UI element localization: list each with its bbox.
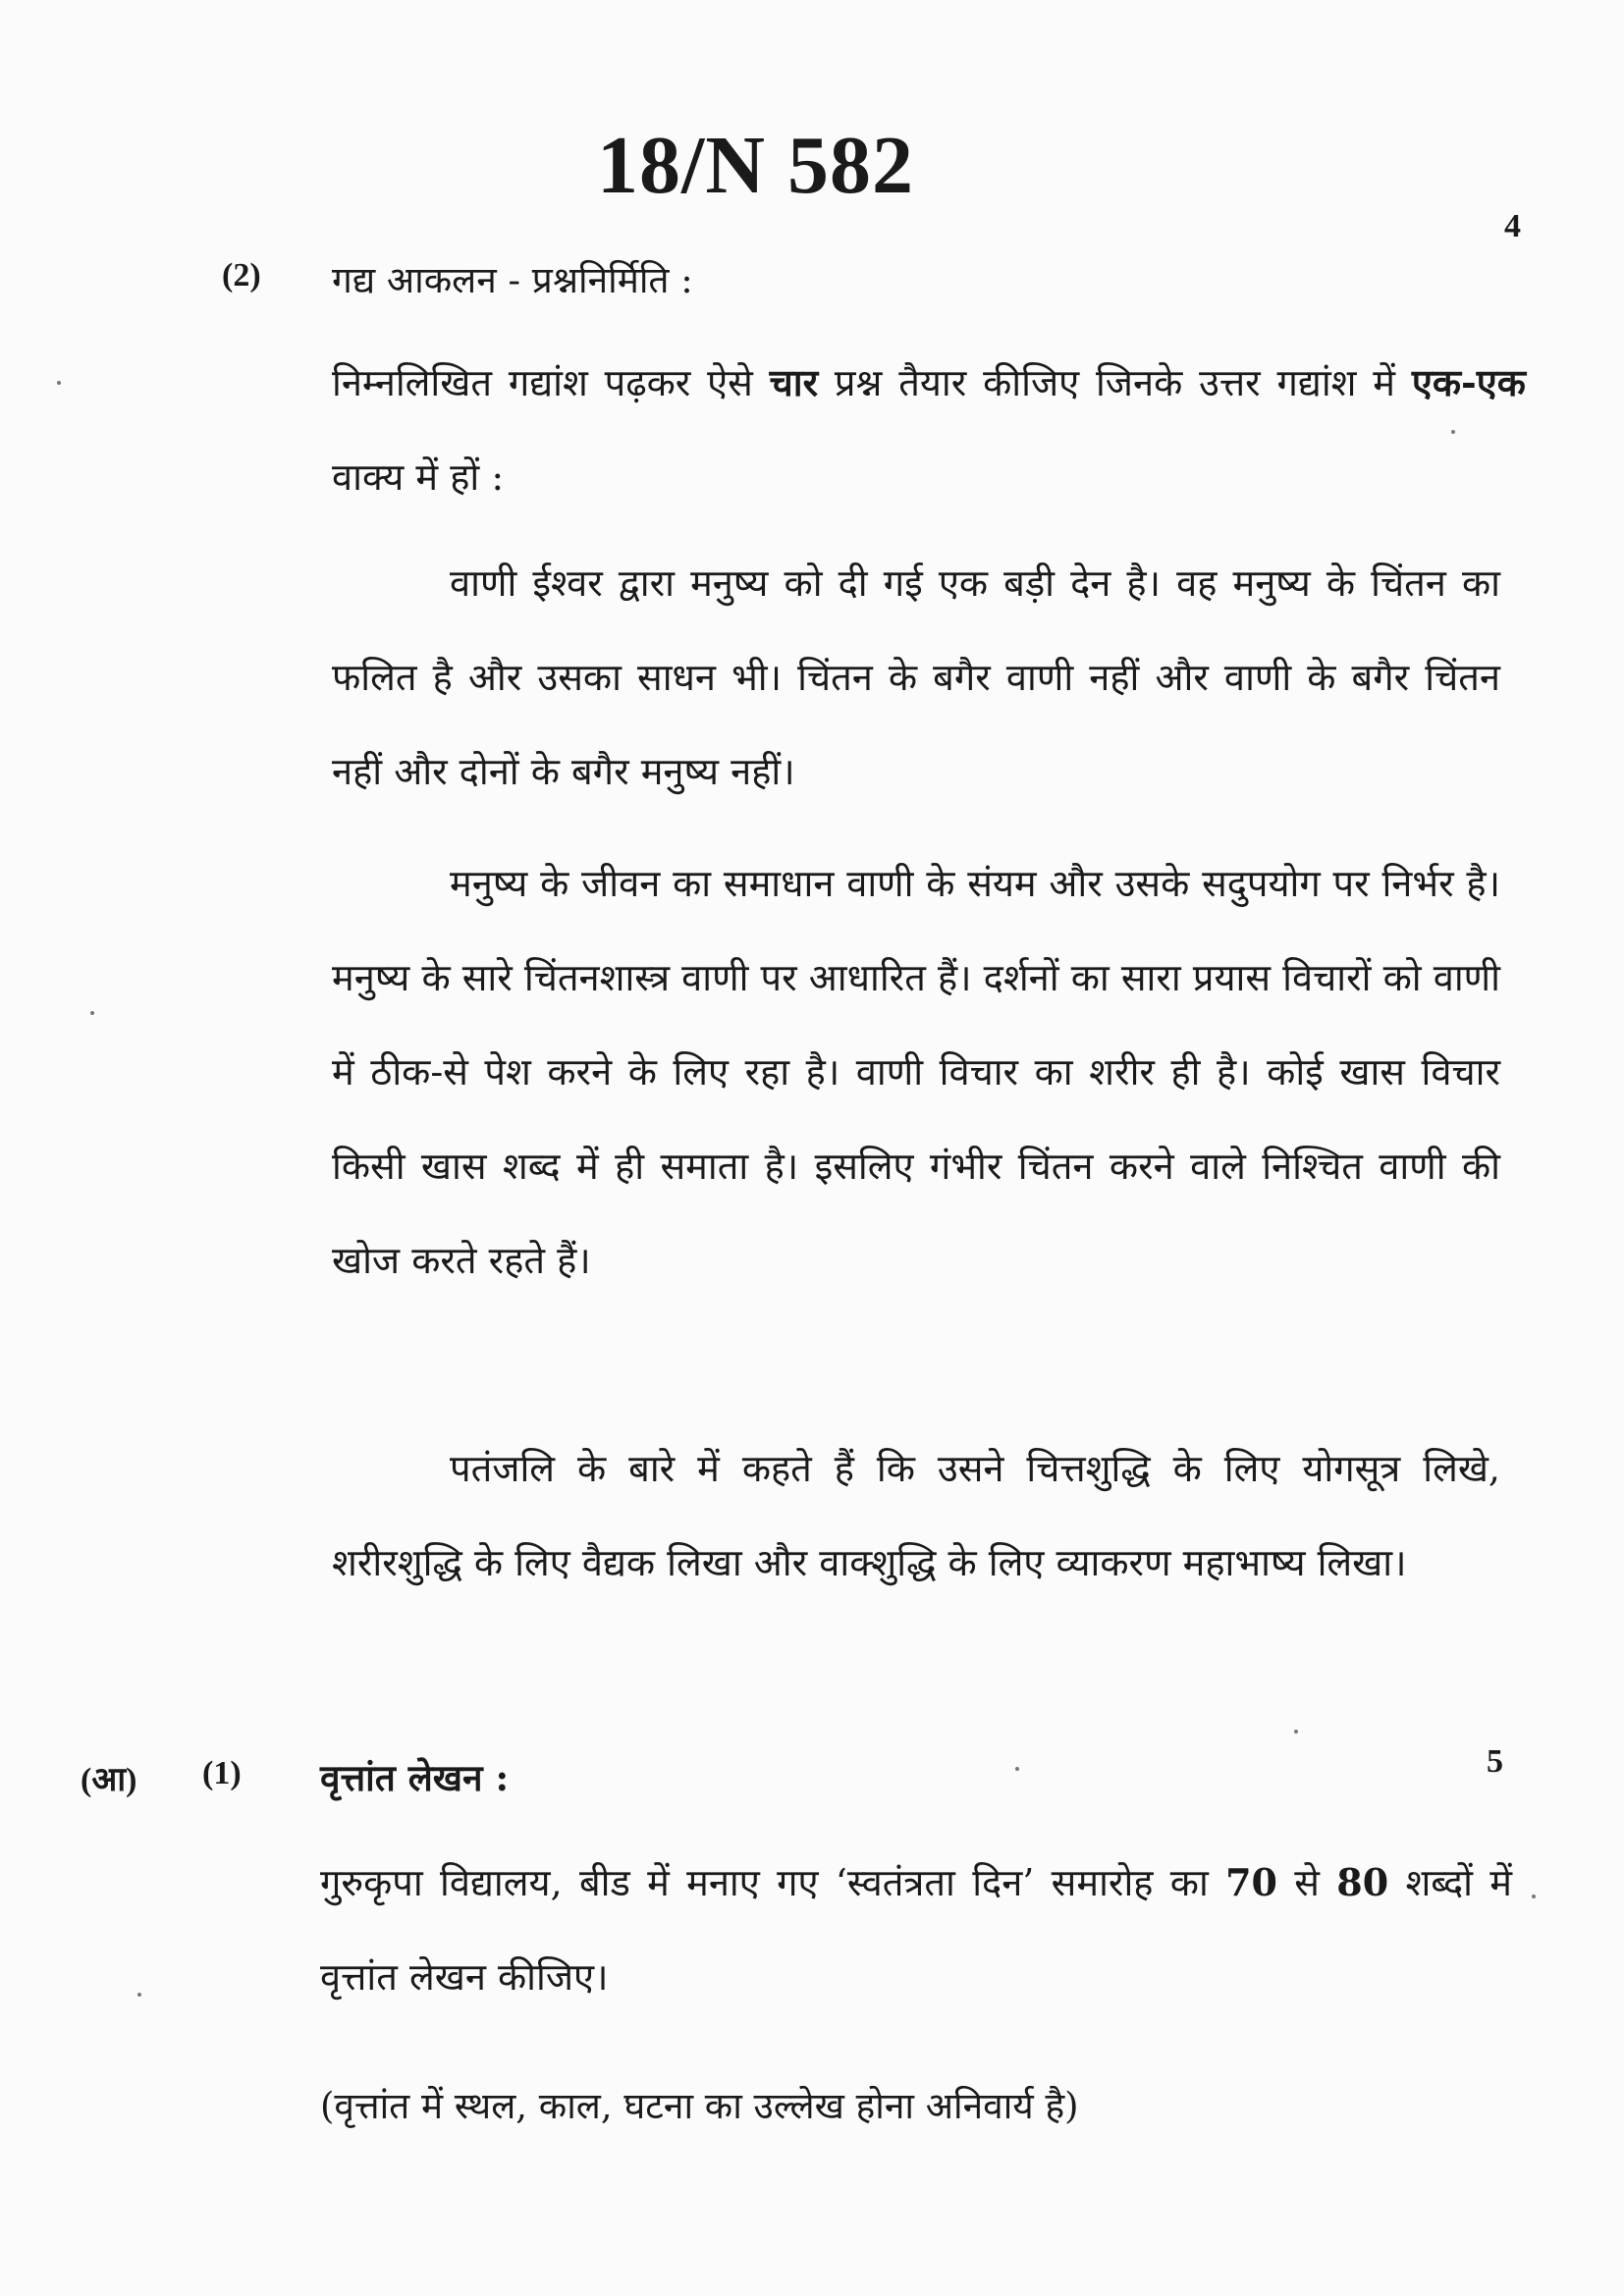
question-title: वृत्तांत लेखन : (320, 1756, 510, 1799)
emphasis-count: चार (769, 360, 819, 404)
scan-speck (137, 1993, 141, 1997)
section-label: (आ) (81, 1762, 137, 1798)
emphasis-each: एक-एक (1411, 360, 1526, 404)
passage-paragraph-2: मनुष्य के जीवन का समाधान वाणी के संयम और उसके सदुपयोग पर निर्भर है। मनुष्य के सारे चिंतनशास्त्र वाणी पर आधारित हैं। दर्शनों का सारा प्रयास विचारों को वाणी में ठीक-से पेश करने के लिए रहा है। वाणी विचार का शरीर ही है। कोई खास विचार किसी खास शब्द में ही समाता है। इसलिए गंभीर चिंतन करने वाले निश्चित वाणी की खोज करते रहते हैं। (332, 862, 1500, 1282)
page-number: 4 (1504, 208, 1521, 244)
passage-paragraph-1: वाणी ईश्वर द्वारा मनुष्य को दी गई एक बड़ी देन है। वह मनुष्य के चिंतन का फलित है और उसका साधन भी। चिंतन के बगैर वाणी नहीं और वाणी के बगैर चिंतन नहीं और दोनों के बगैर मनुष्य नहीं। (332, 561, 1500, 793)
question-title: गद्य आकलन - प्रश्ननिर्मिति : (332, 259, 693, 301)
scan-speck (1451, 430, 1455, 434)
scan-speck (90, 1011, 94, 1015)
question-instruction: निम्नलिखित गद्यांश पढ़कर ऐसे चार प्रश्न तैयार कीजिए जिनके उत्तर गद्यांश में एक-एक वाक्य में हों : (332, 360, 1526, 499)
scan-speck (1015, 1767, 1019, 1771)
scan-speck (1294, 1730, 1298, 1734)
paper-code: 18/N 582 (597, 120, 914, 211)
question-note: (वृत्तांत में स्थल, काल, घटना का उल्लेख होना अनिवार्य है) (320, 2085, 1079, 2127)
scan-speck (1532, 1895, 1536, 1898)
marks: 5 (1487, 1743, 1503, 1780)
scan-speck (57, 381, 61, 385)
passage-paragraph-3: पतंजलि के बारे में कहते हैं कि उसने चित्तशुद्धि के लिए योगसूत्र लिखे, शरीरशुद्धि के लिए वैद्यक लिखा और वाक्शुद्धि के लिए व्याकरण महाभाष्य लिखा। (332, 1447, 1500, 1584)
word-limit-min: 70 (1225, 1860, 1277, 1904)
word-limit-max: 80 (1336, 1860, 1389, 1904)
question-body: गुरुकृपा विद्यालय, बीड में मनाए गए ‘स्वतंत्रता दिन’ समारोह का 70 से 80 शब्दों में वृत्तांत लेखन कीजिए। (320, 1860, 1512, 1999)
question-number: (2) (222, 257, 261, 294)
question-number: (1) (202, 1755, 242, 1791)
